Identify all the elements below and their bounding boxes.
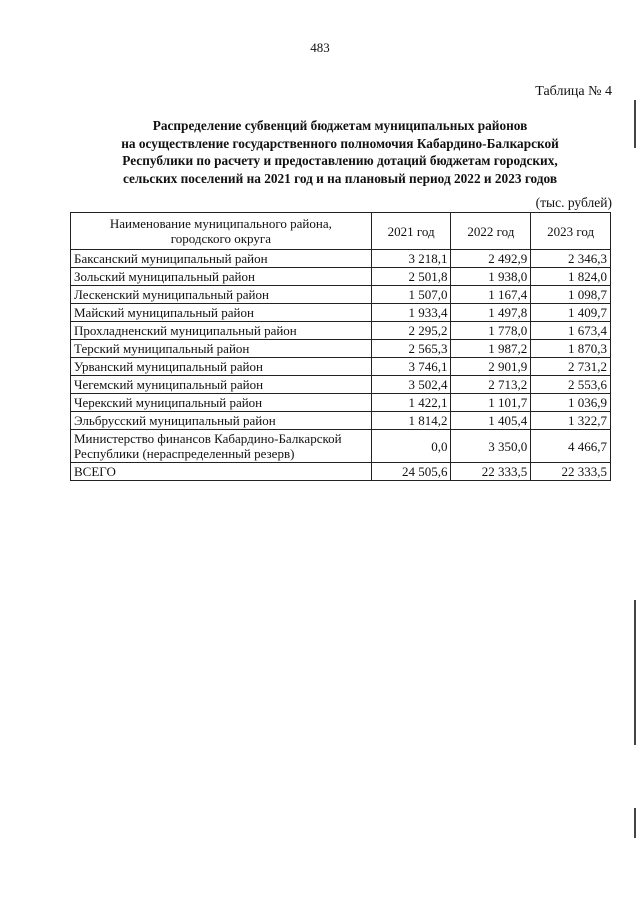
table-header-row	[71, 213, 611, 250]
cell-2023: 1 409,7	[531, 304, 611, 322]
document-title	[60, 117, 620, 187]
title-line: на осуществление государственного полномочия Кабардино-Балкарской	[121, 135, 559, 151]
title-line: Распределение субвенций бюджетам муниципальных районов	[152, 118, 528, 133]
cell-name: Урванский муниципальный район	[71, 358, 372, 376]
cell-2022: 1 987,2	[451, 340, 531, 358]
title-line: Республики по расчету и предоставлению дотаций бюджетам городских,	[122, 153, 558, 168]
cell-2023: 1 098,7	[531, 286, 611, 304]
cell-name: Терский муниципальный район	[71, 340, 372, 358]
page-number: 483	[310, 40, 330, 55]
table-row	[71, 394, 611, 412]
table-row	[71, 268, 611, 286]
cell-2022: 2 901,9	[451, 358, 531, 376]
scan-edge-mark	[634, 100, 636, 148]
cell-2021: 1 507,0	[371, 286, 451, 304]
cell-2021: 3 218,1	[371, 250, 451, 268]
reserve-2021: 0,0	[371, 430, 451, 463]
table-row	[71, 322, 611, 340]
table-row	[71, 286, 611, 304]
cell-name: Баксанский муниципальный район	[71, 250, 372, 268]
cell-2022: 2 713,2	[451, 376, 531, 394]
reserve-row	[71, 430, 611, 463]
reserve-name-line1: Министерство финансов Кабардино-Балкарской	[74, 431, 342, 446]
cell-name: Чегемский муниципальный район	[71, 376, 372, 394]
cell-2021: 1 814,2	[371, 412, 451, 430]
cell-2021: 1 422,1	[371, 394, 451, 412]
total-2023: 22 333,5	[531, 463, 611, 481]
total-name: ВСЕГО	[71, 463, 372, 481]
cell-2022: 1 497,8	[451, 304, 531, 322]
table-row	[71, 376, 611, 394]
units-label: (тыс. рублей)	[535, 195, 612, 210]
cell-2021: 3 502,4	[371, 376, 451, 394]
header-name-line2: городского округа	[170, 231, 271, 246]
cell-name: Эльбрусский муниципальный район	[71, 412, 372, 430]
table-row	[71, 340, 611, 358]
cell-2023: 2 553,6	[531, 376, 611, 394]
title-line: сельских поселений на 2021 год и на плановый период 2022 и 2023 годов	[122, 170, 558, 186]
cell-2022: 2 492,9	[451, 250, 531, 268]
total-2021: 24 505,6	[371, 463, 451, 481]
cell-2022: 1 405,4	[451, 412, 531, 430]
table-label: Таблица № 4	[535, 84, 612, 99]
total-2022: 22 333,5	[451, 463, 531, 481]
cell-2021: 2 501,8	[371, 268, 451, 286]
cell-2023: 1 322,7	[531, 412, 611, 430]
cell-name: Майский муниципальный район	[71, 304, 372, 322]
cell-2022: 1 167,4	[451, 286, 531, 304]
cell-name: Черекский муниципальный район	[71, 394, 372, 412]
table-row	[71, 250, 611, 268]
cell-name: Зольский муниципальный район	[71, 268, 372, 286]
reserve-2023: 4 466,7	[531, 430, 611, 463]
cell-2023: 2 731,2	[531, 358, 611, 376]
cell-2021: 1 933,4	[371, 304, 451, 322]
cell-2023: 1 824,0	[531, 268, 611, 286]
cell-2022: 1 938,0	[451, 268, 531, 286]
cell-2022: 1 778,0	[451, 322, 531, 340]
total-row	[71, 463, 611, 481]
scan-edge-mark	[634, 808, 636, 838]
header-2021: 2021 год	[371, 213, 451, 250]
cell-2023: 1 673,4	[531, 322, 611, 340]
cell-2021: 2 565,3	[371, 340, 451, 358]
header-name	[71, 213, 372, 250]
reserve-2022: 3 350,0	[451, 430, 531, 463]
allocation-table	[70, 212, 611, 481]
cell-name: Лескенский муниципальный район	[71, 286, 372, 304]
cell-2023: 1 870,3	[531, 340, 611, 358]
table-row	[71, 412, 611, 430]
reserve-name-line2: Республики (нераспределенный резерв)	[74, 446, 295, 461]
cell-2021: 2 295,2	[371, 322, 451, 340]
table-row	[71, 358, 611, 376]
header-2023: 2023 год	[531, 213, 611, 250]
header-name-line1: Наименование муниципального района,	[109, 216, 332, 231]
cell-name: Прохладненский муниципальный район	[71, 322, 372, 340]
cell-2023: 2 346,3	[531, 250, 611, 268]
table-row	[71, 304, 611, 322]
cell-2021: 3 746,1	[371, 358, 451, 376]
header-2022: 2022 год	[451, 213, 531, 250]
scan-edge-mark	[634, 600, 636, 745]
cell-2023: 1 036,9	[531, 394, 611, 412]
reserve-name	[71, 430, 372, 463]
cell-2022: 1 101,7	[451, 394, 531, 412]
